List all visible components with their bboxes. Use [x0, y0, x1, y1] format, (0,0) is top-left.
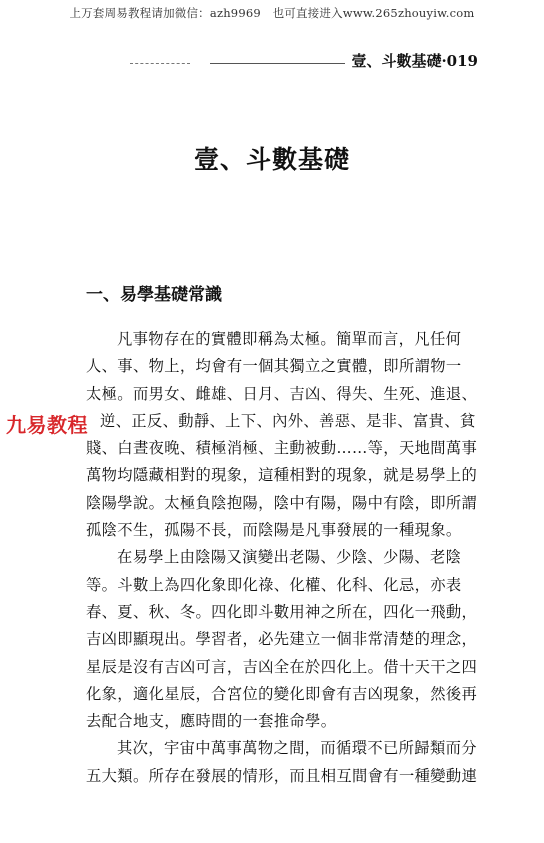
- paragraph-line: 賤、白晝夜晚、積極消極、主動被動……等，天地間萬事: [86, 439, 478, 458]
- side-watermark: 九易教程: [6, 413, 88, 437]
- paragraph-line: 萬物均隱藏相對的現象，這種相對的現象，就是易學上的: [86, 466, 478, 485]
- paragraph-line: 太極。而男女、雌雄、日月、吉凶、得失、生死、進退、: [86, 384, 478, 403]
- paragraph-line: 五大類。所存在發展的情形，而且相互間會有一種變動連: [86, 766, 478, 785]
- paragraph-line: 孤陰不生，孤陽不長，而陰陽是凡事發展的一種現象。: [86, 521, 462, 540]
- top-watermark: 上万套周易教程请加微信：azh9969 也可直接进入www.265zhouyiw.com: [69, 6, 475, 20]
- paragraph-line: 凡事物存在的實體即稱為太極。簡單而言，凡任何: [117, 330, 462, 348]
- paragraph-line: 春、夏、秋、冬。四化即斗數用神之所在，四化一飛動，: [86, 602, 478, 621]
- paragraph-line: 吉凶即顯現出。學習者，必先建立一個非常清楚的理念，: [86, 630, 478, 649]
- paragraph-line: 等。斗數上為四化象即化祿、化權、化科、化忌，亦表: [86, 575, 462, 594]
- paragraph-line: 化象，適化星辰，合宮位的變化即會有吉凶現象，然後再: [86, 684, 478, 703]
- running-head: 壹、斗數基礎·019: [351, 52, 478, 70]
- paragraph-line: 人、事、物上，均會有一個其獨立之實體，即所謂物一: [86, 357, 462, 376]
- page-header: [130, 50, 478, 72]
- header-rule: [210, 63, 345, 64]
- header-rule-dashed: [130, 63, 190, 64]
- paragraph-line: 逆、正反、動靜、上下、內外、善惡、是非、富貴、貧: [100, 411, 476, 430]
- paragraph-line: 在易學上由陰陽又演變出老陽、少陰、少陽、老陰: [117, 548, 462, 567]
- section-heading: 一、易學基礎常識: [86, 285, 222, 305]
- paragraph-line: 其次，宇宙中萬事萬物之間，而循環不已所歸類而分: [117, 739, 477, 758]
- paragraph-line: 星辰是沒有吉凶可言，吉凶全在於四化上。借十天干之四: [86, 657, 478, 676]
- chapter-title: 壹、斗數基礎: [193, 145, 350, 174]
- paragraph-line: 陰陽學說。太極負陰抱陽，陰中有陽，陽中有陰，即所謂: [86, 493, 478, 512]
- body-text: [86, 326, 486, 790]
- paragraph-line: 去配合地支，應時間的一套推命學。: [86, 712, 337, 731]
